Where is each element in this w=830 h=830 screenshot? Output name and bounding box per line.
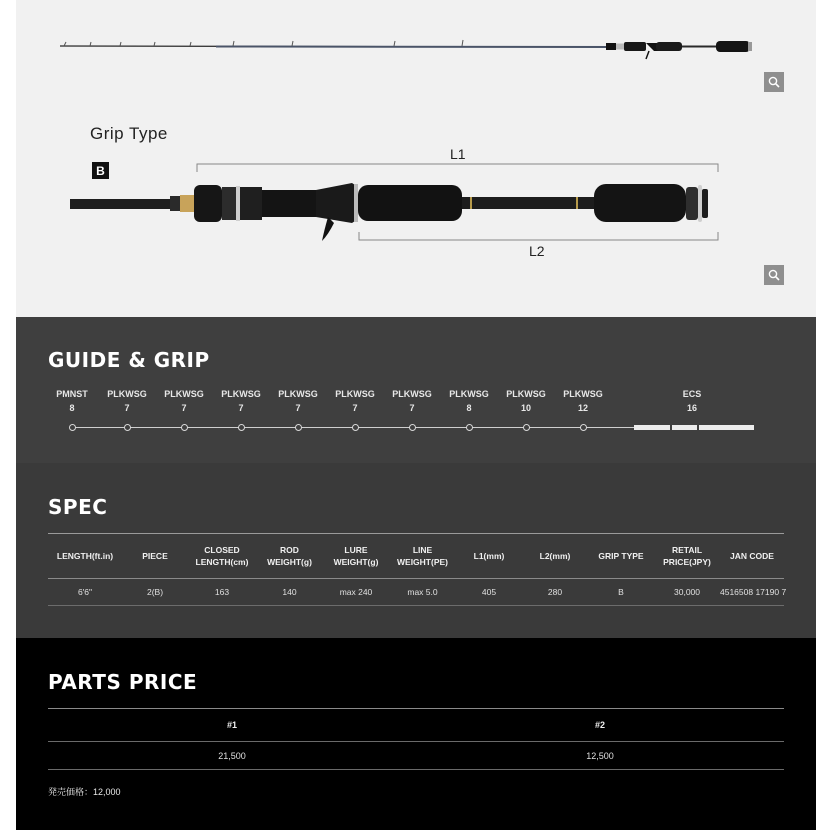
reel-seat-label	[667, 387, 717, 415]
guide-grip-title: GUIDE & GRIP	[48, 348, 210, 372]
parts-price-title: PARTS PRICE	[48, 670, 198, 694]
guide-marker	[69, 424, 76, 431]
spec-header-lure-weight: LURE WEIGHT(g)	[323, 534, 389, 579]
parts-header-2: #2	[416, 709, 784, 742]
l1-label: L1	[450, 146, 466, 162]
l2-label: L2	[529, 243, 545, 259]
guide-size: 7	[352, 403, 358, 413]
guide-label	[159, 387, 209, 415]
spec-table	[48, 533, 787, 606]
guide-label	[216, 387, 266, 415]
spec-header-rod-weight: ROD WEIGHT(g)	[256, 534, 323, 579]
guide-type: PLKWSG	[449, 389, 489, 399]
guide-marker	[238, 424, 245, 431]
spec-header-l1: L1(mm)	[456, 534, 522, 579]
spec-row	[48, 579, 784, 606]
parts-value-row	[48, 742, 784, 770]
parts-header-1: #1	[48, 709, 416, 742]
guide-size: 7	[238, 403, 244, 413]
grip-type-badge: B	[92, 162, 109, 179]
guide-type: PLKWSG	[563, 389, 603, 399]
reel-seat-bar	[634, 425, 670, 430]
product-detail	[16, 0, 816, 830]
reel-seat-type: ECS	[682, 389, 702, 399]
guide-label	[387, 387, 437, 415]
spec-line-weight: max 5.0	[389, 579, 456, 606]
spec-retail-price: 30,000	[654, 579, 720, 606]
parts-price-1: 21,500	[48, 742, 416, 770]
parts-price-table	[48, 708, 784, 770]
guide-marker	[409, 424, 416, 431]
guide-type: PLKWSG	[164, 389, 204, 399]
guide-type: PLKWSG	[278, 389, 318, 399]
parts-price-2: 12,500	[416, 742, 784, 770]
spec-rod-weight: 140	[256, 579, 323, 606]
guide-label	[102, 387, 152, 415]
guide-label	[501, 387, 551, 415]
reel-seat-bar	[699, 425, 754, 430]
zoom-button-grip[interactable]	[764, 265, 784, 285]
spec-l1: 405	[456, 579, 522, 606]
guide-type: PLKWSG	[506, 389, 546, 399]
guide-size: 7	[181, 403, 187, 413]
guide-label	[558, 387, 608, 415]
spec-header-row	[48, 534, 784, 579]
guide-marker	[124, 424, 131, 431]
guide-grip-section	[16, 317, 816, 463]
guide-marker	[580, 424, 587, 431]
guide-type: PLKWSG	[335, 389, 375, 399]
spec-piece: 2(B)	[122, 579, 188, 606]
guide-type: PMNST	[56, 389, 88, 399]
spec-header-jan-code: JAN CODE	[720, 534, 784, 579]
spec-header-closed-length: CLOSED LENGTH(cm)	[188, 534, 256, 579]
spec-section	[16, 463, 816, 638]
rod-image-panel	[16, 0, 816, 317]
parts-price-section	[16, 638, 816, 830]
guide-marker	[295, 424, 302, 431]
spec-grip-type: B	[588, 579, 654, 606]
guide-marker	[466, 424, 473, 431]
guide-type: PLKWSG	[392, 389, 432, 399]
guide-size: 8	[466, 403, 472, 413]
guide-label	[47, 387, 97, 415]
spec-header-length: LENGTH(ft.in)	[48, 534, 122, 579]
guide-type: PLKWSG	[107, 389, 147, 399]
magnifier-icon	[768, 269, 780, 281]
reel-seat-size: 16	[686, 403, 697, 413]
guide-marker	[352, 424, 359, 431]
guide-size: 7	[295, 403, 301, 413]
spec-header-line-weight: LINE WEIGHT(PE)	[389, 534, 456, 579]
spec-jan-code: 4516508 17190 7	[720, 579, 784, 606]
parts-header-row	[48, 709, 784, 742]
grip-closeup-image	[16, 175, 816, 285]
guide-type: PLKWSG	[221, 389, 261, 399]
spec-header-piece: PIECE	[122, 534, 188, 579]
reel-seat-bar	[672, 425, 697, 430]
guide-size: 8	[69, 403, 75, 413]
guide-size: 7	[124, 403, 130, 413]
guide-size: 7	[409, 403, 415, 413]
spec-header-retail-price: RETAIL PRICE(JPY)	[654, 534, 720, 579]
spec-header-l2: L2(mm)	[522, 534, 588, 579]
spec-length: 6'6"	[48, 579, 122, 606]
spec-title: SPEC	[48, 495, 108, 519]
guide-size: 12	[577, 403, 588, 413]
guide-label	[330, 387, 380, 415]
guide-label	[273, 387, 323, 415]
spec-header-grip-type: GRIP TYPE	[588, 534, 654, 579]
guide-marker	[523, 424, 530, 431]
guide-marker	[181, 424, 188, 431]
spec-closed-length: 163	[188, 579, 256, 606]
guide-label	[444, 387, 494, 415]
release-price-note: 発売価格：12,000	[48, 787, 121, 797]
spec-lure-weight: max 240	[323, 579, 389, 606]
spec-l2: 280	[522, 579, 588, 606]
guide-size: 10	[520, 403, 531, 413]
grip-type-title: Grip Type	[90, 124, 168, 143]
